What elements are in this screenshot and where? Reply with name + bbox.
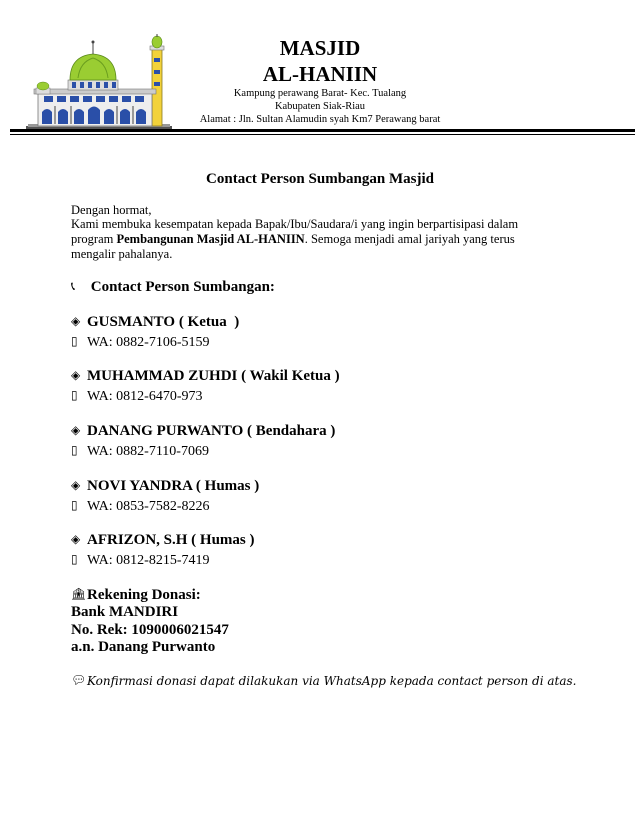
contact-person [71,368,340,385]
header-divider-thick [10,129,635,132]
contacts-heading-label: Contact Person Sumbangan: [90,279,275,295]
confirmation-note [71,673,576,688]
bank-account-holder: a.n. Danang Purwanto [71,639,216,655]
contact-whatsapp[interactable] [71,443,209,460]
whatsapp-number: WA: 0812-8215-7419 [87,553,210,568]
diamond-bullet-icon: ◈ [71,314,81,328]
diamond-bullet-icon: ◈ [71,478,81,492]
contact-person [71,532,255,549]
contact-whatsapp[interactable] [71,388,203,405]
contact-name: MUHAMMAD ZUHDI ( Wakil Ketua ) [87,368,340,384]
mobile-phone-icon: ▯ [71,498,78,512]
bank-icon: 🏦︎ [71,587,87,601]
diamond-bullet-icon: ◈ [71,368,81,382]
contact-whatsapp[interactable] [71,498,210,515]
contact-whatsapp[interactable] [71,552,210,569]
bank-heading [71,587,201,604]
contact-name: NOVI YANDRA ( Humas ) [87,478,260,494]
whatsapp-number: WA: 0853-7582-8226 [87,499,210,514]
intro-paragraph [71,217,551,262]
contact-name: DANANG PURWANTO ( Bendahara ) [87,423,336,439]
mosque-title-line-1: MASJID [279,36,361,60]
header-subtitle-village: Kampung perawang Barat- Kec. Tualang [233,88,407,99]
bank-account-number: No. Rek: 1090006021547 [71,622,229,638]
contact-name: AFRIZON, S.H ( Humas ) [87,532,255,548]
contact-whatsapp[interactable] [71,334,210,351]
greeting-text: Dengan hormat, [71,203,152,217]
whatsapp-number: WA: 0882-7110-7069 [87,444,209,459]
intro-text-end: . Semoga menjadi amal jariyah yang terus mengalir pahalanya. [71,232,515,261]
mobile-phone-icon: ▯ [71,552,78,566]
mosque-logo-icon [26,34,172,132]
bank-heading-label: Rekening Donasi: [87,587,201,603]
intro-text-start: Kami membuka kesempatan kepada Bapak/Ibu/Saudara/i yang ingin berpartisipasi dalam program [71,217,519,246]
program-name: Pembangunan Masjid AL-HANIIN [116,232,305,246]
phone-icon: 📞︎ [71,279,76,293]
mosque-title-line-2: AL-HANIIN [262,62,378,86]
mobile-phone-icon: ▯ [71,334,78,348]
header-address: Alamat : Jln. Sultan Alamudin syah Km7 Perawang barat [199,114,441,125]
header-subtitle-regency: Kabupaten Siak-Riau [274,101,366,112]
contact-name: GUSMANTO ( Ketua ) [87,314,240,330]
confirmation-note-text: Konfirmasi donasi dapat dilakukan via WhatsApp kepada contact person di atas. [87,674,577,688]
whatsapp-number: WA: 0812-6470-973 [87,389,203,404]
mobile-phone-icon: ▯ [71,388,78,402]
contact-person [71,478,259,495]
mobile-phone-icon: ▯ [71,443,78,457]
contact-person [71,423,335,440]
whatsapp-number: WA: 0882-7106-5159 [87,335,210,350]
header-divider-thin [10,134,635,135]
contacts-heading [71,279,275,296]
document-title: Contact Person Sumbangan Masjid [206,171,434,187]
diamond-bullet-icon: ◈ [71,423,81,437]
speech-bubble-icon: 💬︎ [71,673,87,687]
diamond-bullet-icon: ◈ [71,532,81,546]
contact-person [71,314,239,331]
bank-name: Bank MANDIRI [71,604,179,620]
